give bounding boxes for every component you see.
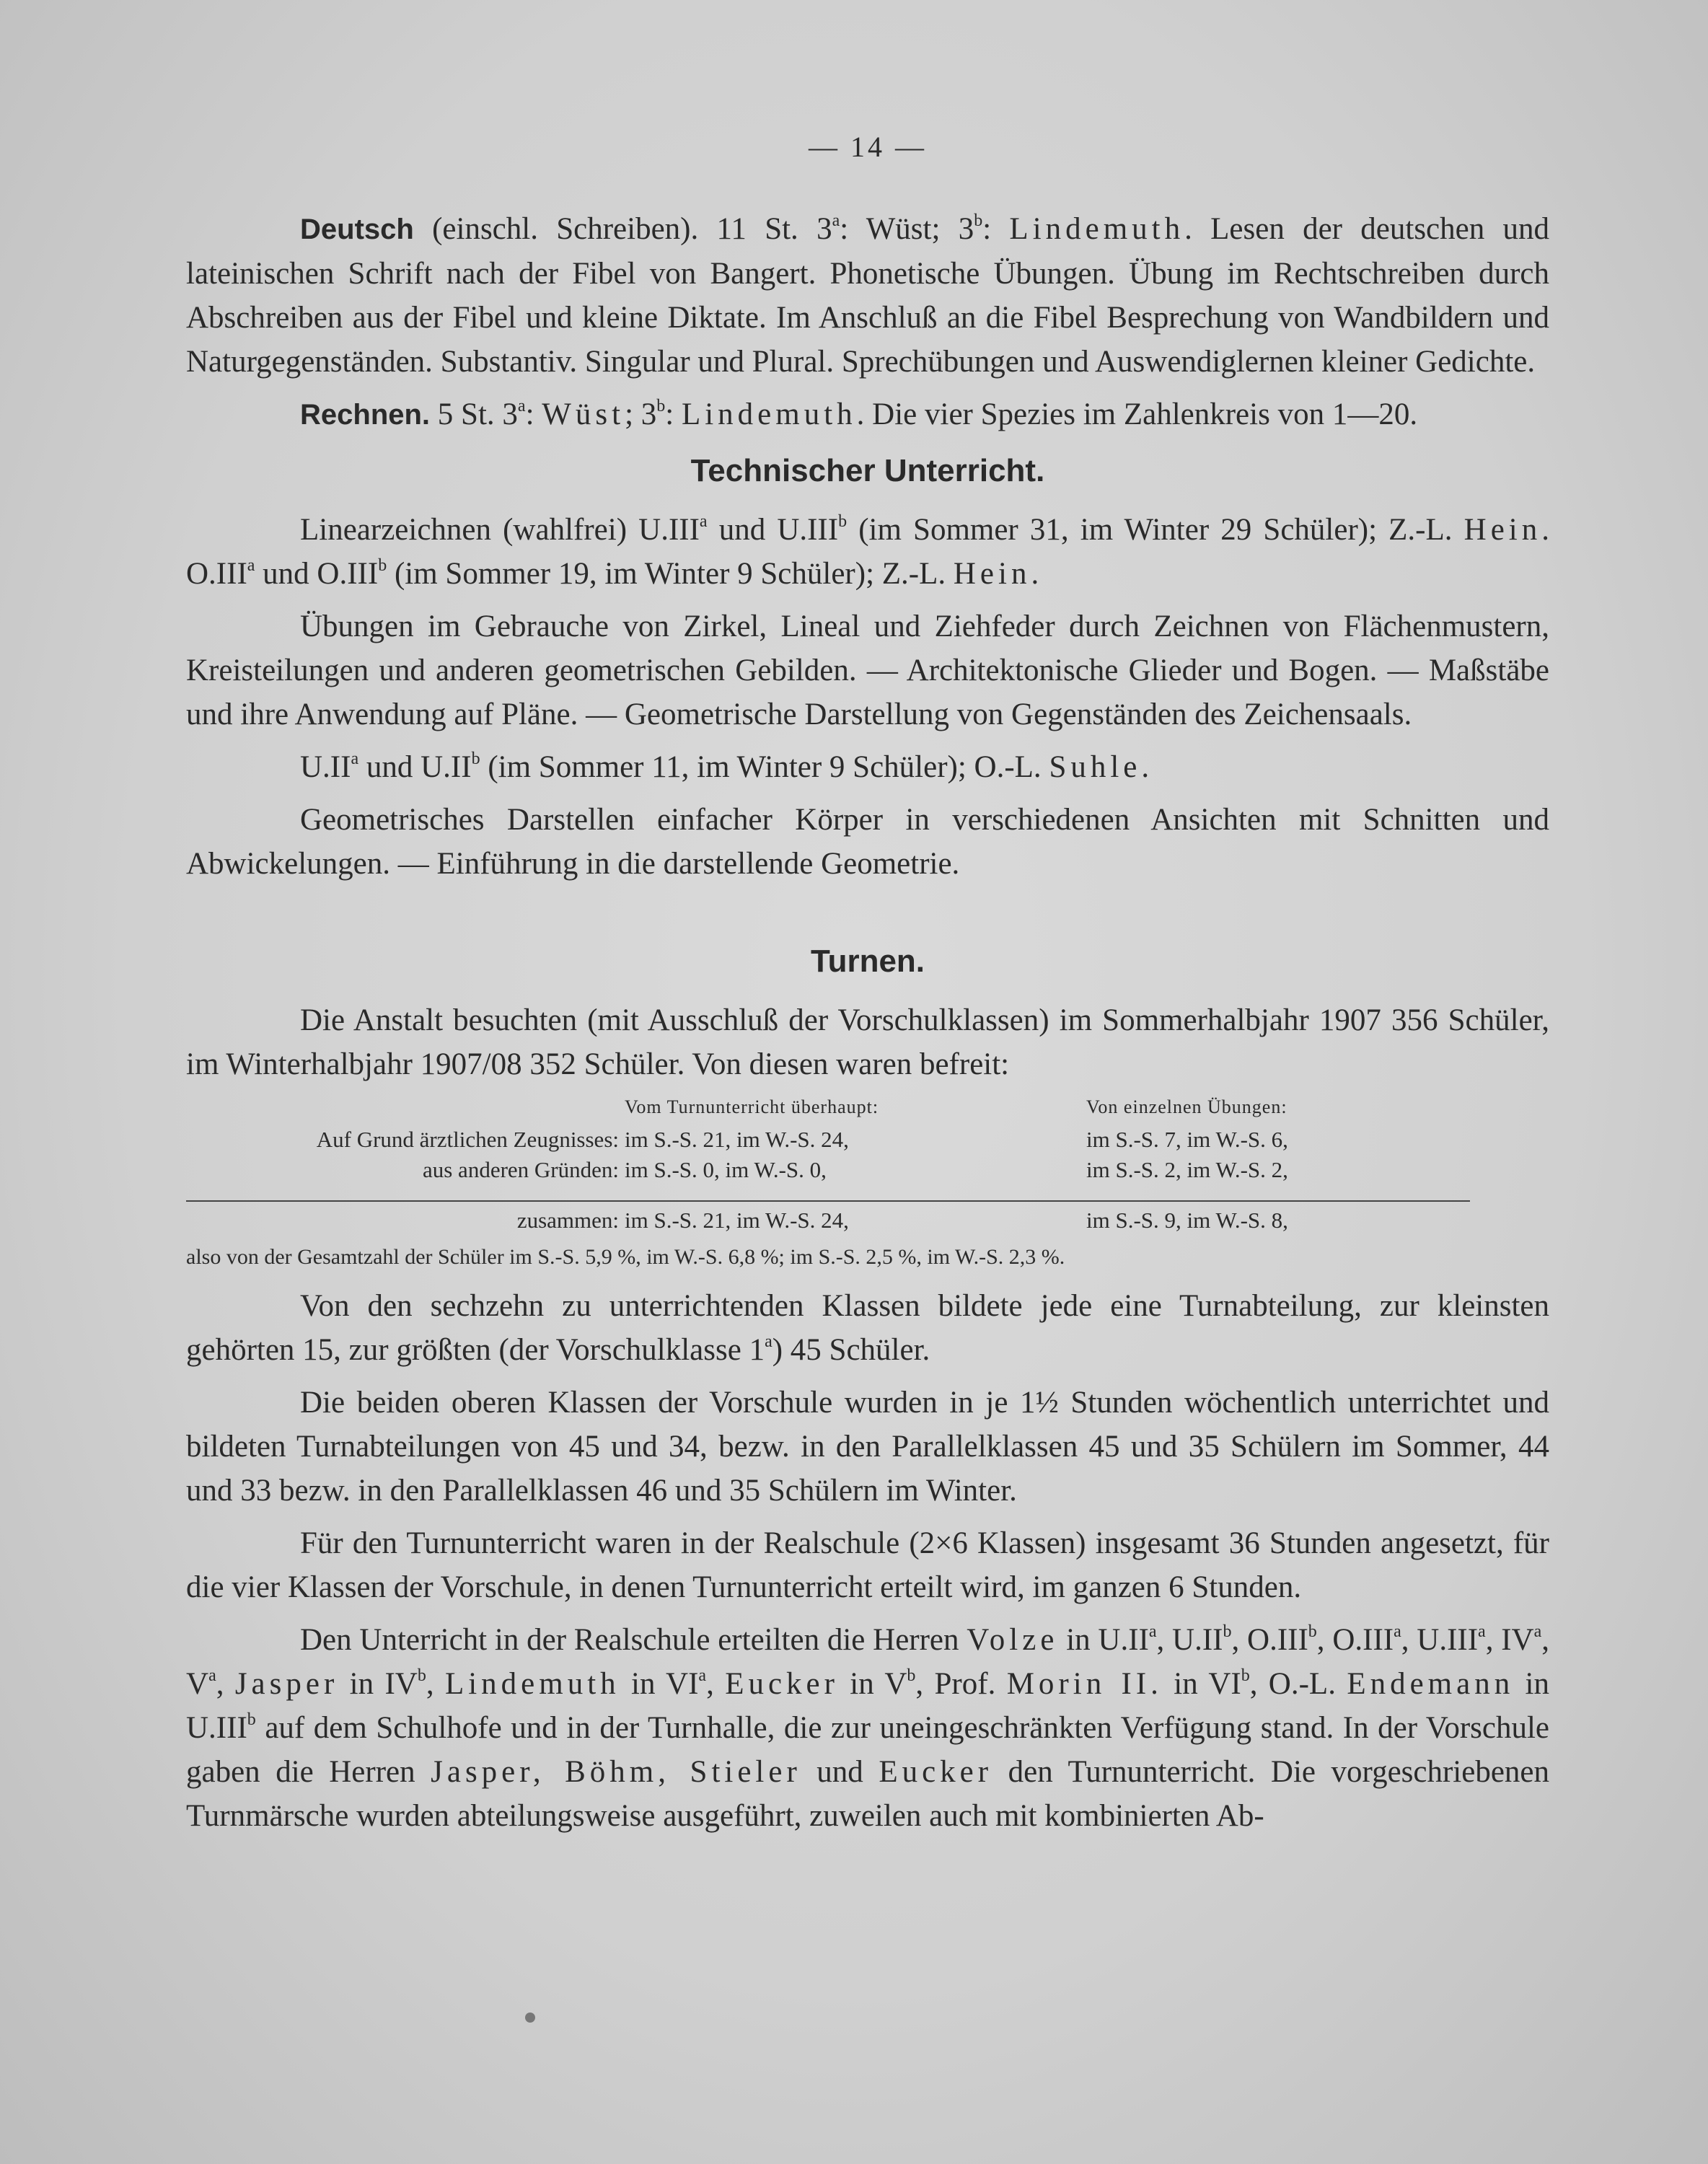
text-run: ; 3: [625, 397, 657, 431]
teacher-name: Volze: [967, 1623, 1059, 1657]
text-run: :: [525, 397, 542, 431]
superscript: a: [699, 512, 708, 531]
stats-row-label: Auf Grund ärztlichen Zeugnisses:: [316, 1127, 619, 1152]
superscript: a: [1533, 1622, 1542, 1641]
text-run: (im Sommer 19, im Winter 9 Schüler); Z.-L.: [387, 557, 954, 591]
stats-row: [186, 1157, 1549, 1187]
superscript: b: [1308, 1622, 1317, 1641]
superscript: a: [765, 1332, 772, 1351]
geometrie-paragraph: Geometrisches Darstellen einfacher Körper in verschiedenen Ansichten mit Schnitten und Abwickelungen. — Einführung in die darstellende Geometrie.: [186, 803, 1549, 881]
text-run: :: [665, 397, 682, 431]
text-run: in U.II: [1058, 1623, 1149, 1657]
teacher-name: Eucker: [879, 1755, 993, 1789]
stats-row-total: im S.-S. 0, im W.-S. 0,: [625, 1157, 827, 1182]
superscript: b: [471, 749, 480, 768]
teacher-name: Wüst: [542, 397, 625, 431]
superscript: b: [838, 512, 848, 531]
text-run: und O.III: [255, 557, 379, 591]
zeichnen-uebungen-paragraph: Übungen im Gebrauche von Zirkel, Lineal und Ziehfeder durch Zeichnen von Flächenmustern, Kreisteilungen und anderen geometrischen Gebilden. — Architektonische Glieder und Bogen. — Maßstäbe und ihre Anwendung auf Pläne. — Geometrische Darstellung von Gegenständen des Zeichensaals.: [186, 610, 1549, 731]
deutsch-paragraph: [186, 207, 1549, 384]
text-run: ) 45 Schüler.: [772, 1333, 930, 1367]
superscript: a: [832, 211, 840, 230]
text-run: , IV: [1485, 1623, 1534, 1657]
lehrer-paragraph: [186, 1618, 1549, 1838]
teacher-name: Hein: [1463, 513, 1542, 547]
text-run: , U.III: [1401, 1623, 1479, 1657]
text-run: , U.II: [1156, 1623, 1223, 1657]
teacher-name: Lindemuth: [681, 397, 857, 431]
text-run: den Turnunterricht. Die vorgeschriebenen Turnmärsche wurden abteilungsweise ausgeführt, zuweilen auch mit kombinierten Ab-: [186, 1755, 1550, 1833]
text-column: [186, 130, 1549, 1838]
stats-row-partial: im S.-S. 2, im W.-S. 2,: [1086, 1157, 1288, 1182]
stats-sum-partial: im S.-S. 9, im W.-S. 8,: [1086, 1208, 1288, 1233]
superscript: a: [1478, 1622, 1486, 1641]
superscript: a: [517, 397, 526, 415]
teacher-name: Jasper: [234, 1667, 339, 1701]
text-run: in VI: [620, 1667, 699, 1701]
superscript: b: [974, 211, 983, 230]
text-run: ,: [216, 1667, 235, 1701]
text-run: und: [801, 1755, 879, 1789]
superscript: b: [378, 556, 387, 575]
stats-header-row: [186, 1096, 1549, 1127]
stats-row-label: aus anderen Gründen:: [422, 1157, 619, 1182]
superscript: a: [1394, 1622, 1401, 1641]
stats-sum-total: im S.-S. 21, im W.-S. 24,: [625, 1208, 849, 1233]
stats-header-partial: Von einzelnen Übungen:: [1086, 1096, 1287, 1117]
text-run: in IV: [338, 1667, 418, 1701]
stats-row: [186, 1127, 1549, 1157]
text-run: U.II: [300, 750, 351, 784]
superscript: b: [1223, 1622, 1232, 1641]
technischer-heading: Technischer Unterricht.: [690, 453, 1045, 488]
superscript: a: [351, 749, 359, 768]
rechnen-heading: Rechnen.: [300, 399, 431, 431]
text-run: . Lesen der deutschen und lateinischen Schrift nach der Fibel von Bangert. Phonetische Übungen. Übung im Rechtschreiben durch Abschreiben aus der Fibel und kleine Diktate. Im Anschluß an die Fibel Besprechung von Wandbildern und Naturgegenständen. Substantiv. Singular und Plural. Sprechübungen und Auswendiglernen kleiner Gedichte.: [186, 212, 1549, 379]
turnen-heading: Turnen.: [810, 944, 925, 979]
text-run: , Prof.: [915, 1667, 1007, 1701]
linearzeichnen-paragraph: [186, 508, 1549, 596]
page-number: — 14 —: [809, 131, 927, 163]
text-run: und U.III: [707, 513, 839, 547]
text-run: : Wüst; 3: [840, 212, 974, 246]
uii-paragraph: [186, 745, 1549, 789]
text-run: (einschl. Schreiben). 11 St. 3: [413, 212, 832, 246]
stats-row-total: im S.-S. 21, im W.-S. 24,: [625, 1127, 849, 1152]
teacher-name: Jasper, Böhm, Stieler: [431, 1755, 801, 1789]
superscript: b: [1241, 1666, 1250, 1685]
turnen-intro-paragraph: Die Anstalt besuchten (mit Ausschluß der Vorschulklassen) im Sommerhalbjahr 1907 356 Schüler, im Winterhalbjahr 1907/08 352 Schüler. Von diesen waren befreit:: [186, 1003, 1549, 1081]
text-run: . Die vier Spezies im Zahlenkreis von 1—20.: [856, 397, 1418, 431]
text-run: Den Unterricht in der Realschule erteilten die Herren: [300, 1623, 967, 1657]
text-run: ,: [426, 1667, 445, 1701]
stunden-paragraph: Für den Turnunterricht waren in der Realschule (2×6 Klassen) insgesamt 36 Stunden angesetzt, für die vier Klassen der Vorschule, in denen Turnunterricht erteilt wird, im ganzen 6 Stunden.: [186, 1526, 1549, 1604]
text-run: und U.II: [358, 750, 472, 784]
superscript: b: [247, 1710, 256, 1729]
text-run: in V: [838, 1667, 907, 1701]
text-run: , O.III: [1316, 1623, 1394, 1657]
stats-row-partial: im S.-S. 7, im W.-S. 6,: [1086, 1127, 1288, 1152]
text-run: .: [1141, 750, 1150, 784]
text-run: :: [982, 212, 1010, 246]
text-run: Von den sechzehn zu unterrichtenden Klassen bildete jede eine Turnabteilung, zur kleinsten gehörten 15, zur größten (der Vorschulklasse 1: [186, 1289, 1549, 1367]
superscript: a: [208, 1666, 216, 1685]
stats-sum-label: zusammen:: [516, 1208, 619, 1233]
superscript: b: [417, 1666, 426, 1685]
stats-header-total: Vom Turnunterricht überhaupt:: [625, 1096, 879, 1117]
text-run: (im Sommer 11, im Winter 9 Schüler); O.-L.: [480, 750, 1049, 784]
teacher-name: Hein: [953, 557, 1031, 591]
superscript: b: [907, 1666, 916, 1685]
rechnen-paragraph: [186, 392, 1549, 437]
teacher-name: Suhle: [1049, 750, 1142, 784]
vorschule-paragraph: Die beiden oberen Klassen der Vorschule wurden in je 1½ Stunden wöchentlich unterrichtet und bildeten Turnabteilungen von 45 und 34, bezw. in den Parallelklassen 45 und 35 Schülern im Sommer, 44 und 33 bezw. in den Parallelklassen 46 und 35 Schülern im Winter.: [186, 1386, 1549, 1508]
superscript: a: [698, 1666, 707, 1685]
text-run: 5 St. 3: [430, 397, 518, 431]
teacher-name: Lindemuth: [444, 1667, 620, 1701]
ink-spot: [525, 2013, 535, 2023]
superscript: a: [247, 556, 255, 575]
text-run: , O.III: [1231, 1623, 1308, 1657]
text-run: . O.III: [186, 513, 1549, 591]
superscript: a: [1148, 1622, 1157, 1641]
text-run: in U.III: [186, 1667, 1550, 1745]
text-run: .: [1031, 557, 1039, 591]
text-run: in VI: [1162, 1667, 1241, 1701]
text-run: , V: [186, 1623, 1550, 1701]
text-run: (im Sommer 31, im Winter 29 Schüler); Z.-L.: [847, 513, 1464, 547]
teacher-name: Endemann: [1347, 1667, 1515, 1701]
teacher-name: Eucker: [725, 1667, 839, 1701]
superscript: b: [656, 397, 666, 415]
befreiung-statistics: [186, 1096, 1549, 1270]
deutsch-heading: Deutsch: [300, 214, 414, 245]
stats-percent-line: also von der Gesamtzahl der Schüler im S.-S. 5,9 %, im W.-S. 6,8 %; im S.-S. 2,5 %, im W.-S. 2,3 %.: [186, 1245, 1065, 1269]
text-run: , O.-L.: [1249, 1667, 1347, 1701]
teacher-name: Lindemuth: [1009, 212, 1185, 246]
text-run: auf dem Schulhofe und in der Turnhalle, die zur uneingeschränkten Verfügung stand. In der Vorschule gaben die Herren: [186, 1711, 1549, 1789]
text-run: ,: [706, 1667, 726, 1701]
teacher-name: Morin II.: [1006, 1667, 1163, 1701]
turnabteilung-paragraph: [186, 1284, 1549, 1372]
stats-sum-row: [186, 1200, 1470, 1238]
text-run: Linearzeichnen (wahlfrei) U.III: [300, 513, 700, 547]
